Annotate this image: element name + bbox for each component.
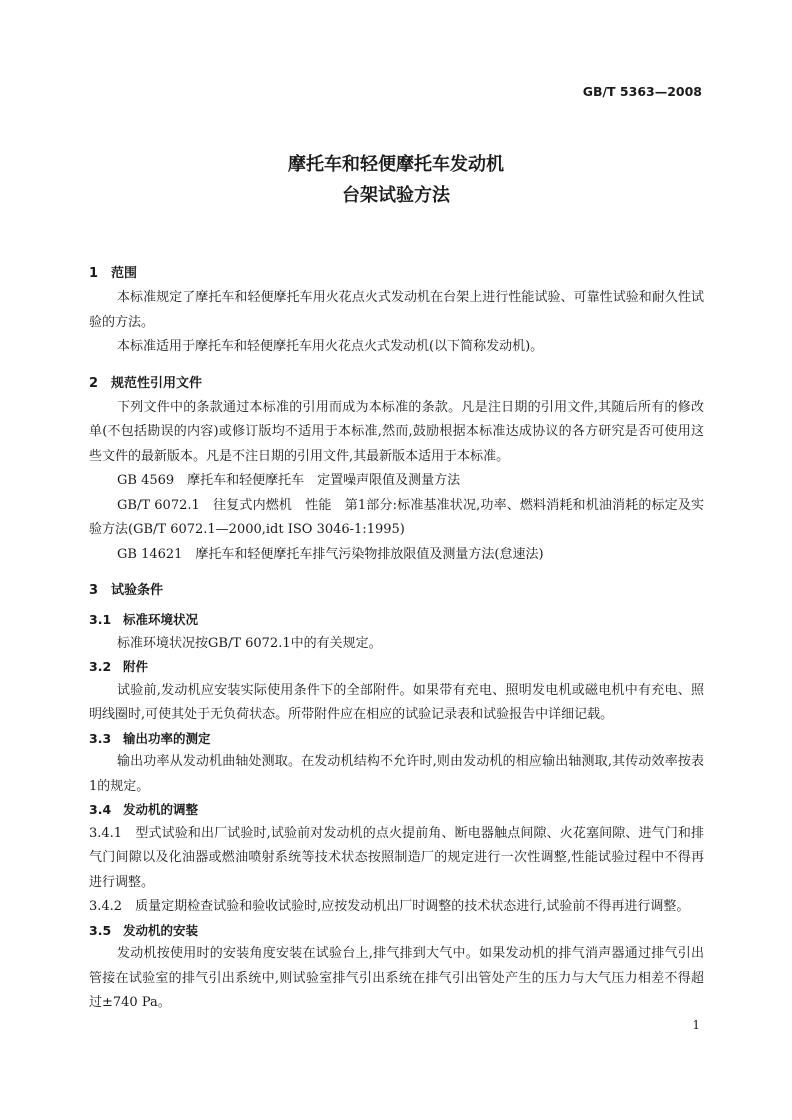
subsection-3-2-heading [89, 656, 704, 679]
section-1-heading [89, 262, 704, 286]
subsection-title: 发动机的安装 [123, 922, 199, 938]
subsection-3-5-heading [89, 920, 704, 943]
section-title: 范围 [111, 266, 138, 281]
subsection-3-3-paragraph: 输出功率从发动机曲轴处测取。在发动机结构不允许时,则由发动机的相应输出轴测取,其传动效率按表1的规定。 [89, 754, 704, 794]
section-1-paragraph-1: 本标准规定了摩托车和轻便摩托车用火花点火式发动机在台架上进行性能试验、可靠性试验和耐久性试验的方法。 [89, 290, 704, 330]
section-title: 试验条件 [111, 583, 164, 598]
document-title-line-2: 台架试验方法 [342, 185, 450, 206]
subsection-number: 3.5 [89, 922, 112, 938]
section-number: 1 [89, 266, 99, 281]
subsection-3-4-heading [89, 799, 704, 822]
subsection-title: 标准环境状况 [123, 612, 199, 627]
subsection-3-1-paragraph: 标准环境状况按GB/T 6072.1中的有关规定。 [117, 635, 382, 651]
reference-gbt6072: GB/T 6072.1 往复式内燃机 性能 第1部分:标准基准状况,功率、燃料消耗和机油消耗的标定及实验方法(GB/T 6072.1—2000,idt ISO 3046-1:1995) [89, 497, 704, 537]
subsection-3-2-paragraph: 试验前,发动机应安装实际使用条件下的全部附件。如果带有充电、照明发电机或磁电机中有充电、照明线圈时,可使其处于无负荷状态。所带附件应在相应的试验记录表和试验报告中详细记载。 [89, 682, 704, 722]
section-2-paragraph: 下列文件中的条款通过本标准的引用而成为本标准的条款。凡是注日期的引用文件,其随后所有的修改单(不包括勘误的内容)或修订版均不适用于本标准,然而,鼓励根据本标准达成协议的各方研究是否可使用这些文件的最新版本。凡是不注日期的引用文件,其最新版本适用于本标准。 [89, 399, 704, 464]
document-body [89, 262, 704, 1016]
standard-code: GB/T 5363—2008 [582, 84, 702, 99]
clause-3-4-1: 3.4.1 型式试验和出厂试验时,试验前对发动机的点火提前角、断电器触点间隙、火花塞间隙、进气门和排气门间隙以及化油器或燃油喷射系统等技术状态按照制造厂的规定进行一次性调整,性能试验过程中不得再进行调整。 [89, 825, 704, 890]
subsection-3-5-paragraph: 发动机按使用时的安装角度安装在试验台上,排气排到大气中。如果发动机的排气消声器通过排气引出管接在试验室的排气引出系统中,则试验室排气引出系统在排气引出管处产生的压力与大气压力相差不得超过±740 Pa。 [89, 946, 704, 1010]
document-title-line-1: 摩托车和轻便摩托车发动机 [288, 154, 504, 175]
reference-gb14621: GB 14621 摩托车和轻便摩托车排气污染物排放限值及测量方法(怠速法) [117, 546, 544, 562]
subsection-title: 输出功率的测定 [123, 730, 211, 746]
section-2-heading [89, 372, 704, 396]
section-number: 3 [89, 583, 99, 598]
page-number: 1 [692, 1018, 700, 1032]
section-3-heading [89, 579, 704, 603]
subsection-3-3-heading [89, 728, 704, 751]
section-title: 规范性引用文件 [111, 375, 203, 391]
reference-gb4569: GB 4569 摩托车和轻便摩托车 定置噪声限值及测量方法 [117, 473, 461, 488]
section-1-paragraph-2: 本标准适用于摩托车和轻便摩托车用火花点火式发动机(以下简称发动机)。 [117, 339, 544, 354]
subsection-3-1-heading [89, 609, 704, 632]
subsection-number: 3.4 [89, 802, 112, 817]
subsection-title: 发动机的调整 [123, 802, 199, 817]
subsection-number: 3.2 [89, 659, 112, 674]
clause-3-4-2: 3.4.2 质量定期检查试验和验收试验时,应按发动机出厂时调整的技术状态进行,试验前不得再进行调整。 [89, 899, 690, 914]
section-number: 2 [89, 375, 99, 391]
subsection-title: 附件 [123, 659, 149, 674]
subsection-number: 3.3 [89, 730, 112, 746]
subsection-number: 3.1 [89, 612, 112, 627]
